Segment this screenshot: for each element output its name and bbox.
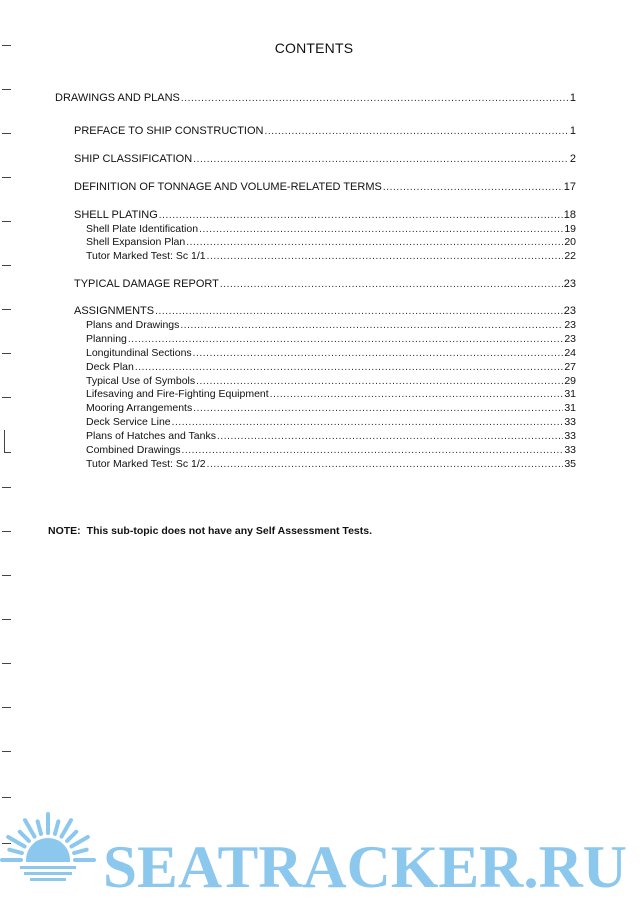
margin-mark	[2, 177, 11, 178]
toc-entry-page: 17	[563, 181, 576, 193]
margin-mark	[2, 531, 11, 532]
margin-mark	[2, 45, 11, 46]
toc-entry-page: 27	[564, 361, 576, 373]
wave-line	[20, 866, 76, 869]
toc-entry-label: Shell Expansion Plan	[86, 236, 186, 248]
toc-leader-dots	[193, 403, 563, 415]
toc-leader-dots	[383, 182, 563, 194]
toc-leader-dots	[196, 376, 563, 388]
toc-subentry	[86, 333, 576, 346]
wave-line	[24, 872, 72, 875]
toc-entry	[55, 92, 576, 105]
margin-mark	[2, 487, 11, 488]
sun-ray	[38, 821, 41, 834]
sun-ray	[20, 832, 29, 841]
toc-entry-page: 33	[564, 444, 576, 456]
toc-entry-label: Deck Service Line	[86, 416, 171, 428]
toc-entry-page: 1	[569, 125, 576, 137]
toc-entry-label: Tutor Marked Test: Sc 1/1	[86, 250, 206, 262]
toc-entry-page: 29	[564, 375, 576, 387]
toc-subentry	[86, 402, 576, 415]
toc-leader-dots	[180, 320, 563, 332]
margin-bracket	[4, 430, 11, 453]
toc-subentry	[86, 250, 576, 263]
toc-subentry	[86, 388, 576, 401]
toc-entry-label: Lifesaving and Fire-Fighting Equipment	[86, 388, 269, 400]
toc-entry-label: DRAWINGS AND PLANS	[55, 92, 180, 104]
margin-mark	[2, 353, 11, 354]
toc-entry-label: ASSIGNMENTS	[74, 305, 155, 317]
margin-mark	[2, 265, 11, 266]
toc-entry-label: Combined Drawings	[86, 444, 181, 456]
toc-entry-page: 23	[564, 319, 576, 331]
toc-leader-dots	[193, 348, 564, 360]
toc-subentry	[86, 430, 576, 443]
toc-leader-dots	[270, 389, 564, 401]
toc-leader-dots	[135, 362, 563, 374]
toc-entry-label: PREFACE TO SHIP CONSTRUCTION	[74, 125, 264, 137]
toc-entry-page: 23	[563, 305, 576, 317]
margin-mark	[2, 751, 11, 752]
toc-entry-label: Longitundinal Sections	[86, 347, 192, 359]
toc-entry-page: 23	[564, 333, 576, 345]
sun-ray	[71, 837, 87, 847]
toc-leader-dots	[128, 334, 563, 346]
toc-leader-dots	[159, 210, 563, 222]
toc-subentry	[86, 223, 576, 236]
sun-disc	[26, 838, 70, 882]
toc-entry-page: 33	[564, 430, 576, 442]
toc-leader-dots	[207, 459, 564, 471]
toc-subentry	[86, 416, 576, 429]
watermark-text: SEATRACKER.RU	[103, 834, 627, 900]
margin-mark	[2, 89, 11, 90]
sun-ray	[62, 820, 72, 836]
toc-leader-dots	[220, 279, 563, 291]
toc-subentry	[86, 347, 576, 360]
toc-entry	[74, 125, 576, 138]
toc-leader-dots	[199, 224, 563, 236]
toc-leader-dots	[264, 126, 568, 138]
toc-entry	[74, 181, 576, 194]
toc-leader-dots	[181, 93, 569, 105]
toc-entry-page: 23	[563, 278, 576, 290]
note-text: This sub-topic does not have any Self Assessment Tests.	[86, 525, 372, 537]
sun-ray	[74, 850, 87, 853]
toc-subentry	[86, 361, 576, 374]
margin-mark	[2, 797, 11, 798]
toc-subentry	[86, 236, 576, 249]
sun-ray	[55, 821, 58, 834]
toc-entry	[74, 278, 576, 291]
note	[48, 525, 372, 537]
margin-mark	[2, 707, 11, 708]
toc-leader-dots	[186, 237, 563, 249]
toc-entry-page: 18	[563, 209, 576, 221]
margin-mark	[2, 309, 11, 310]
toc-leader-dots	[207, 251, 564, 263]
toc-subentry	[86, 319, 576, 332]
toc-leader-dots	[193, 154, 569, 166]
margin-mark	[2, 575, 11, 576]
toc-entry-label: Shell Plate Identification	[86, 223, 199, 235]
toc-subentry	[86, 458, 576, 471]
toc-entry	[74, 153, 576, 166]
toc-leader-dots	[172, 417, 564, 429]
toc-entry	[74, 209, 576, 222]
toc-subentry	[86, 444, 576, 457]
toc-entry-page: 31	[564, 388, 576, 400]
sun-icon	[2, 814, 94, 882]
toc-entry-page: 1	[569, 92, 576, 104]
toc-entry-page: 31	[564, 402, 576, 414]
toc-entry-label: Planning	[86, 333, 127, 345]
sun-ray	[8, 837, 24, 847]
sun-ray	[67, 832, 76, 841]
sun-ray	[9, 850, 22, 853]
toc-entry	[74, 305, 576, 318]
toc-entry-label: TYPICAL DAMAGE REPORT	[74, 278, 219, 290]
toc-leader-dots	[155, 306, 563, 318]
toc-entry-label: Tutor Marked Test: Sc 1/2	[86, 458, 206, 470]
watermark-logo	[0, 808, 642, 908]
toc-entry-label: Deck Plan	[86, 361, 134, 373]
toc-entry-page: 2	[569, 153, 576, 165]
sun-ray	[25, 820, 35, 836]
toc-entry-page: 20	[564, 236, 576, 248]
toc-entry-page: 35	[564, 458, 576, 470]
toc-entry-page: 22	[564, 250, 576, 262]
margin-mark	[2, 619, 11, 620]
wave-line	[30, 878, 66, 881]
toc-subentry	[86, 375, 576, 388]
toc-leader-dots	[217, 431, 563, 443]
toc-leader-dots	[182, 445, 564, 457]
toc-entry-label: SHIP CLASSIFICATION	[74, 153, 193, 165]
page-title: CONTENTS	[274, 40, 354, 56]
toc-entry-label: Plans and Drawings	[86, 319, 180, 331]
toc-entry-label: Typical Use of Symbols	[86, 375, 196, 387]
toc-entry-label: DEFINITION OF TONNAGE AND VOLUME-RELATED TERMS	[74, 181, 382, 193]
toc-entry-page: 24	[564, 347, 576, 359]
toc-entry-label: Plans of Hatches and Tanks	[86, 430, 216, 442]
toc-entry-page: 19	[564, 223, 576, 235]
note-lead: NOTE:	[48, 525, 81, 537]
margin-mark	[2, 397, 11, 398]
margin-mark	[2, 663, 11, 664]
toc-entry-label: SHELL PLATING	[74, 209, 158, 221]
toc-entry-label: Mooring Arrangements	[86, 402, 193, 414]
toc-entry-page: 33	[564, 416, 576, 428]
margin-mark	[2, 133, 11, 134]
margin-mark	[2, 221, 11, 222]
